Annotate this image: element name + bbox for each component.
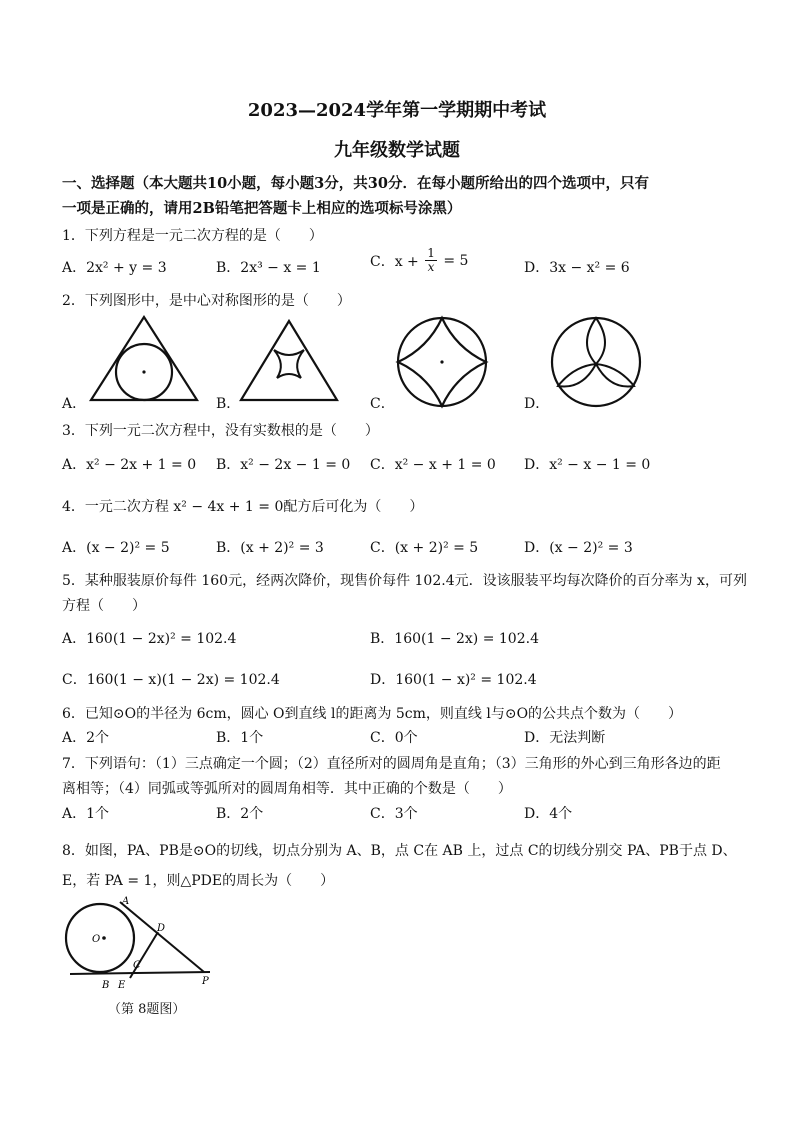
question-4-option-d: D．(x − 2)² = 3 <box>524 540 633 556</box>
question-1-option-b: B．2x³ − x = 1 <box>216 260 321 276</box>
question-6-option-b: B．1个 <box>216 730 264 746</box>
question-6-option-c: C．0个 <box>370 730 418 746</box>
question-1-option-c <box>370 247 468 274</box>
section-heading-line2: 一项是正确的，请用2B铅笔把答题卡上相应的选项标号涂黑） <box>62 200 462 217</box>
question-3-stem: 3．下列一元二次方程中，没有实数根的是（ ） <box>62 423 379 439</box>
figure-q8-caption: （第 8题图） <box>108 1002 186 1017</box>
fraction-denominator: x <box>427 260 435 274</box>
question-2-option-a: A． <box>62 396 87 412</box>
option-c-prefix: C．x + <box>370 253 419 270</box>
label-d: D <box>157 923 166 934</box>
question-2-stem: 2．下列图形中，是中心对称图形的是（ ） <box>62 293 351 309</box>
question-5-option-b: B．160(1 − 2x) = 102.4 <box>370 631 539 647</box>
question-5-stem-line2: 方程（ ） <box>62 598 146 614</box>
question-2-option-d: D． <box>524 396 550 412</box>
question-4-option-b: B．(x + 2)² = 3 <box>216 540 324 556</box>
label-a: A <box>122 896 130 907</box>
question-7-stem-line1: 7．下列语句：（1）三点确定一个圆；（2）直径所对的圆周角是直角；（3）三角形的外心到三角形各边的距 <box>62 756 721 772</box>
fraction-numerator: 1 <box>427 246 435 260</box>
label-p: P <box>202 976 209 987</box>
question-3-option-c: C．x² − x + 1 = 0 <box>370 457 496 473</box>
question-5-option-a: A．160(1 − 2x)² = 102.4 <box>62 631 237 647</box>
question-4-stem: 4．一元二次方程 x² − 4x + 1 = 0配方后可化为（ ） <box>62 499 424 515</box>
question-6-option-d: D．无法判断 <box>524 730 606 746</box>
question-1-stem: 1．下列方程是一元二次方程的是（ ） <box>62 228 323 244</box>
exam-title: 2023—2024学年第一学期期中考试 <box>247 100 547 121</box>
question-5-option-c: C．160(1 − x)(1 − 2x) = 102.4 <box>62 672 280 688</box>
question-5-stem-line1: 5．某种服装原价每件 160元，经两次降价，现售价每件 102.4元．设该服装平均每次降价的百分率为 x，可列 <box>62 573 747 589</box>
question-7-option-a: A．1个 <box>62 806 110 822</box>
label-o: O <box>92 934 101 945</box>
question-4-option-a: A．(x − 2)² = 5 <box>62 540 170 556</box>
question-7-option-d: D．4个 <box>524 806 573 822</box>
figure-b-triangle-arcs <box>238 318 340 404</box>
question-2-option-b: B． <box>216 396 241 412</box>
question-3-option-b: B．x² − 2x − 1 = 0 <box>216 457 351 473</box>
question-3-option-a: A．x² − 2x + 1 = 0 <box>62 457 197 473</box>
label-b: B <box>102 980 110 991</box>
question-5-option-d: D．160(1 − x)² = 102.4 <box>370 672 537 688</box>
label-e: E <box>118 980 126 991</box>
figure-q8-tangents <box>62 892 222 994</box>
question-6-option-a: A．2个 <box>62 730 110 746</box>
question-7-stem-line2: 离相等；（4）同弧或等弧所对的圆周角相等．其中正确的个数是（ ） <box>62 781 512 797</box>
question-1-option-d: D．3x − x² = 6 <box>524 260 630 276</box>
figure-a-triangle-incircle <box>86 314 202 404</box>
option-c-suffix: = 5 <box>443 252 469 269</box>
label-c: C <box>133 960 141 971</box>
question-7-option-c: C．3个 <box>370 806 418 822</box>
question-7-option-b: B．2个 <box>216 806 264 822</box>
question-8-stem-line2: E，若 PA = 1，则△PDE的周长为（ ） <box>62 873 335 889</box>
question-8-stem-line1: 8．如图，PA、PB是⊙O的切线，切点分别为 A、B，点 C在 AB 上，过点 C的切线分别交 PA、PB于点 D、 <box>62 843 737 859</box>
question-3-option-d: D．x² − x − 1 = 0 <box>524 457 651 473</box>
question-1-option-a: A．2x² + y = 3 <box>62 260 167 276</box>
question-2-option-c: C． <box>370 396 395 412</box>
fraction-one-over-x <box>425 247 437 274</box>
figure-d-circle-three-petals <box>548 314 644 410</box>
exam-subtitle: 九年级数学试题 <box>334 140 460 161</box>
section-heading-line1: 一、选择题（本大题共10小题，每小题3分，共30分．在每小题所给出的四个选项中，只有 <box>62 175 649 192</box>
figure-c-circle-square <box>394 314 490 410</box>
question-6-stem: 6．已知⊙O的半径为 6cm，圆心 O到直线 l的距离为 5cm，则直线 l与⊙O的公共点个数为（ ） <box>62 706 683 722</box>
question-4-option-c: C．(x + 2)² = 5 <box>370 540 479 556</box>
